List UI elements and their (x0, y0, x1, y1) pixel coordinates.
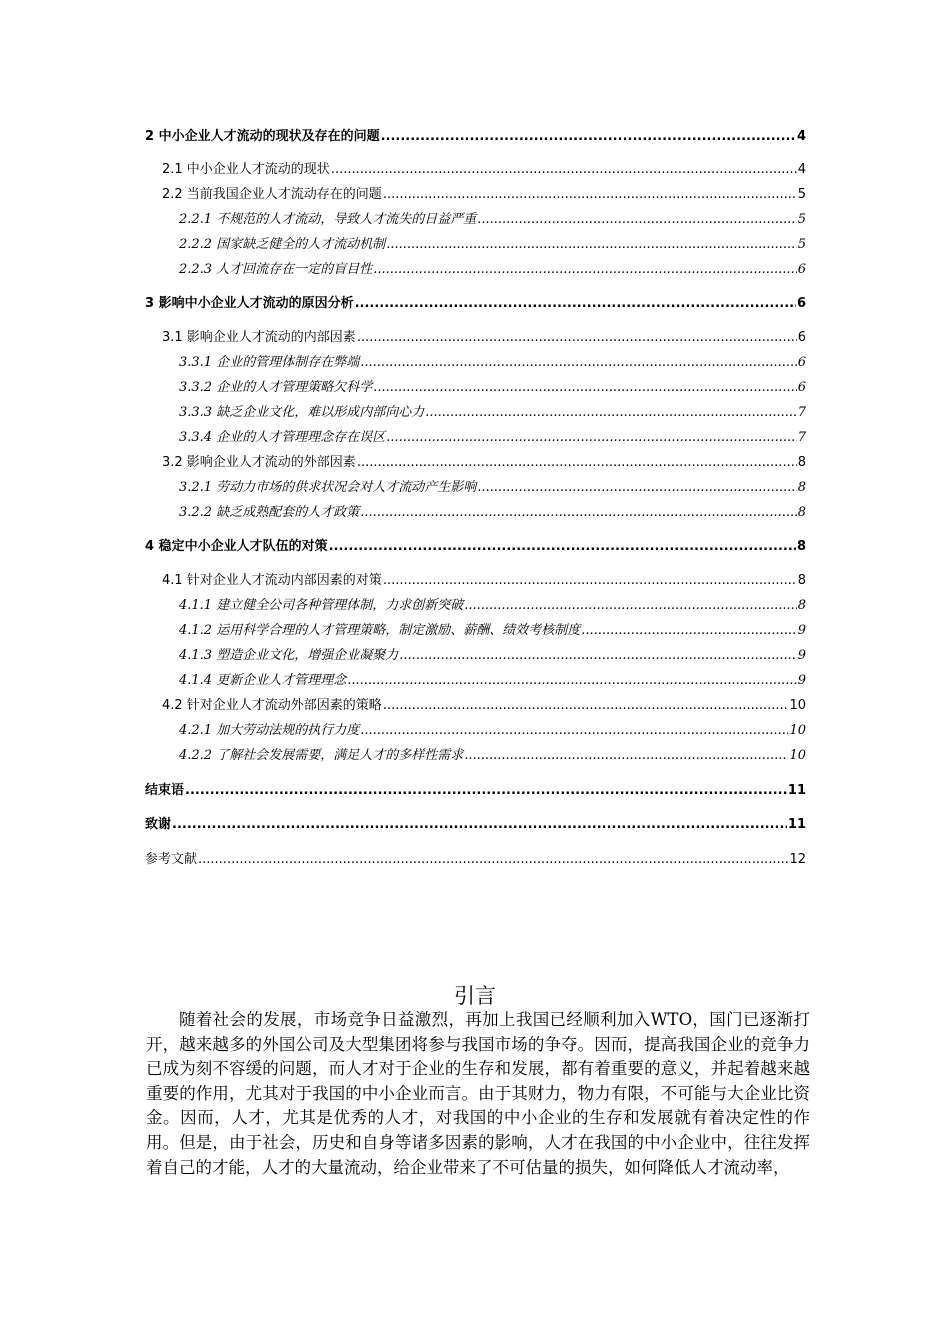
toc-entry[interactable] (179, 747, 806, 765)
toc-entry-page: 8 (797, 480, 806, 495)
toc-leader-dots (383, 572, 797, 590)
toc-leader-dots (383, 186, 797, 204)
toc-entry[interactable] (162, 186, 806, 204)
toc-leader-dots (464, 597, 797, 615)
toc-entry-page: 10 (789, 748, 806, 763)
toc-entry[interactable] (179, 597, 806, 615)
toc-leader-dots (360, 354, 797, 372)
toc-entry-title: 4.2.2 了解社会发展需要，满足人才的多样性需求 (179, 748, 464, 763)
toc-entry[interactable] (179, 479, 806, 497)
toc-entry[interactable] (179, 236, 806, 254)
toc-entry[interactable] (162, 697, 806, 715)
toc-leader-dots (581, 622, 797, 640)
toc-entry-title: 3.3.4 企业的人才管理理念存在误区 (179, 430, 386, 445)
intro-heading: 引言 (454, 984, 496, 1008)
toc-entry[interactable] (145, 816, 806, 834)
toc-leader-dots (355, 295, 796, 313)
toc-entry-page: 8 (797, 505, 806, 520)
toc-entry-title: 3.3.3 缺乏企业文化，难以形成内部向心力 (179, 405, 425, 420)
toc-leader-dots (357, 329, 797, 347)
toc-leader-dots (386, 236, 797, 254)
toc-entry-page: 9 (797, 623, 806, 638)
toc-leader-dots (373, 261, 797, 279)
toc-entry-page: 6 (797, 262, 806, 277)
toc-entry[interactable] (162, 572, 806, 590)
toc-entry-title: 2 中小企业人才流动的现状及存在的问题 (145, 129, 380, 144)
toc-entry-title: 3.2.1 劳动力市场的供求状况会对人才流动产生影响 (179, 480, 477, 495)
toc-entry-page: 11 (787, 817, 806, 832)
toc-entry[interactable] (179, 622, 806, 640)
toc-entry[interactable] (145, 851, 806, 869)
toc-leader-dots (360, 504, 797, 522)
toc-entry-title: 2.2.2 国家缺乏健全的人才流动机制 (179, 237, 386, 252)
toc-entry[interactable] (162, 454, 806, 472)
toc-entry-title: 4.2.1 加大劳动法规的执行力度 (179, 723, 360, 738)
toc-entry[interactable] (179, 722, 806, 740)
intro-paragraph: 随着社会的发展，市场竞争日益激烈，再加上我国已经顺利加入WTO，国门已逐渐打开，越来越多的外国公司及大型集团将参与我国市场的争夺。因而，提高我国企业的竞争力已成为刻不容缓的问题，而人才对于企业的生存和发展，都有着重要的意义，并起着越来越重要的作用，尤其对于我国的中小企业而言。由于其财力，物力有限，不可能与大企业比资金。因而，人才，尤其是优秀的人才，对我国的中小企业的生存和发展就有着决定性的作用。但是，由于社会，历史和自身等诸多因素的影响，人才在我国的中小企业中，往往发挥着自己的才能，人才的大量流动，给企业带来了不可估量的损失，如何降低人才流动率， (146, 1010, 810, 1177)
toc-entry-page: 9 (797, 648, 806, 663)
toc-leader-dots (381, 128, 796, 146)
toc-entry[interactable] (179, 379, 806, 397)
toc-entry-page: 8 (796, 539, 806, 554)
toc-entry-title: 4.1.3 塑造企业文化，增强企业凝聚力 (179, 648, 399, 663)
toc-entry[interactable] (179, 647, 806, 665)
toc-entry-page: 6 (796, 296, 806, 311)
toc-entry-page: 11 (787, 783, 806, 798)
toc-entry[interactable] (145, 538, 806, 556)
toc-entry-title: 4.1.2 运用科学合理的人才管理策略，制定激励、薪酬、绩效考核制度 (179, 623, 581, 638)
toc-entry-page: 8 (797, 573, 806, 588)
toc-entry-page: 8 (797, 455, 806, 470)
toc-entry-page: 10 (789, 723, 806, 738)
toc-leader-dots (386, 429, 797, 447)
toc-leader-dots (425, 404, 797, 422)
toc-entry-title: 3.1 影响企业人才流动的内部因素 (162, 330, 356, 345)
toc-entry-title: 2.2 当前我国企业人才流动存在的问题 (162, 187, 382, 202)
toc-entry[interactable] (179, 211, 806, 229)
toc-entry-title: 致谢 (145, 817, 172, 832)
toc-leader-dots (373, 379, 797, 397)
toc-entry-title: 2.2.3 人才回流存在一定的盲目性 (179, 262, 373, 277)
toc-entry-title: 3.3.2 企业的人才管理策略欠科学 (179, 380, 373, 395)
toc-entry-page: 4 (796, 129, 806, 144)
toc-entry-page: 12 (789, 852, 806, 867)
toc-entry-page: 6 (797, 330, 806, 345)
toc-entry-title: 4.2 针对企业人才流动外部因素的策略 (162, 698, 382, 713)
toc-entry[interactable] (162, 161, 806, 179)
toc-entry[interactable] (179, 404, 806, 422)
toc-entry-page: 6 (797, 355, 806, 370)
toc-leader-dots (360, 722, 788, 740)
toc-entry-page: 5 (797, 212, 806, 227)
toc-entry[interactable] (145, 782, 806, 800)
toc-entry-page: 7 (797, 405, 806, 420)
toc-leader-dots (331, 161, 797, 179)
toc-leader-dots (399, 647, 797, 665)
toc-leader-dots (198, 851, 788, 869)
toc-leader-dots (477, 479, 797, 497)
toc-entry-title: 3.3.1 企业的管理体制存在弊端 (179, 355, 360, 370)
toc-entry-page: 7 (797, 430, 806, 445)
toc-entry-title: 4.1.4 更新企业人才管理理念 (179, 673, 347, 688)
toc-entry-title: 3.2 影响企业人才流动的外部因素 (162, 455, 356, 470)
toc-leader-dots (347, 672, 797, 690)
toc-entry[interactable] (179, 429, 806, 447)
toc-leader-dots (329, 538, 796, 556)
toc-leader-dots (172, 816, 787, 834)
toc-entry[interactable] (179, 504, 806, 522)
toc-entry[interactable] (145, 128, 806, 146)
toc-entry-title: 3 影响中小企业人才流动的原因分析 (145, 296, 354, 311)
toc-entry[interactable] (179, 672, 806, 690)
toc-leader-dots (464, 747, 788, 765)
toc-entry-page: 5 (797, 187, 806, 202)
toc-entry-page: 8 (797, 598, 806, 613)
toc-leader-dots (383, 697, 789, 715)
toc-leader-dots (185, 782, 787, 800)
toc-entry-page: 10 (789, 698, 806, 713)
toc-entry-title: 3.2.2 缺乏成熟配套的人才政策 (179, 505, 360, 520)
toc-entry-page: 4 (797, 162, 806, 177)
toc-entry[interactable] (179, 354, 806, 372)
toc-entry[interactable] (179, 261, 806, 279)
toc-entry-title: 2.2.1 不规范的人才流动，导致人才流失的日益严重 (179, 212, 477, 227)
toc-entry-title: 4.1 针对企业人才流动内部因素的对策 (162, 573, 382, 588)
toc-entry[interactable] (162, 329, 806, 347)
toc-entry-title: 4.1.1 建立健全公司各种管理体制，力求创新突破 (179, 598, 464, 613)
toc-entry[interactable] (145, 295, 806, 313)
toc-entry-page: 5 (797, 237, 806, 252)
toc-entry-page: 9 (797, 673, 806, 688)
toc-entry-title: 参考文献 (145, 852, 198, 867)
toc-leader-dots (357, 454, 797, 472)
toc-entry-title: 4 稳定中小企业人才队伍的对策 (145, 539, 328, 554)
toc-leader-dots (477, 211, 797, 229)
toc-entry-title: 2.1 中小企业人才流动的现状 (162, 162, 330, 177)
toc-entry-page: 6 (797, 380, 806, 395)
toc-entry-title: 结束语 (145, 783, 185, 798)
